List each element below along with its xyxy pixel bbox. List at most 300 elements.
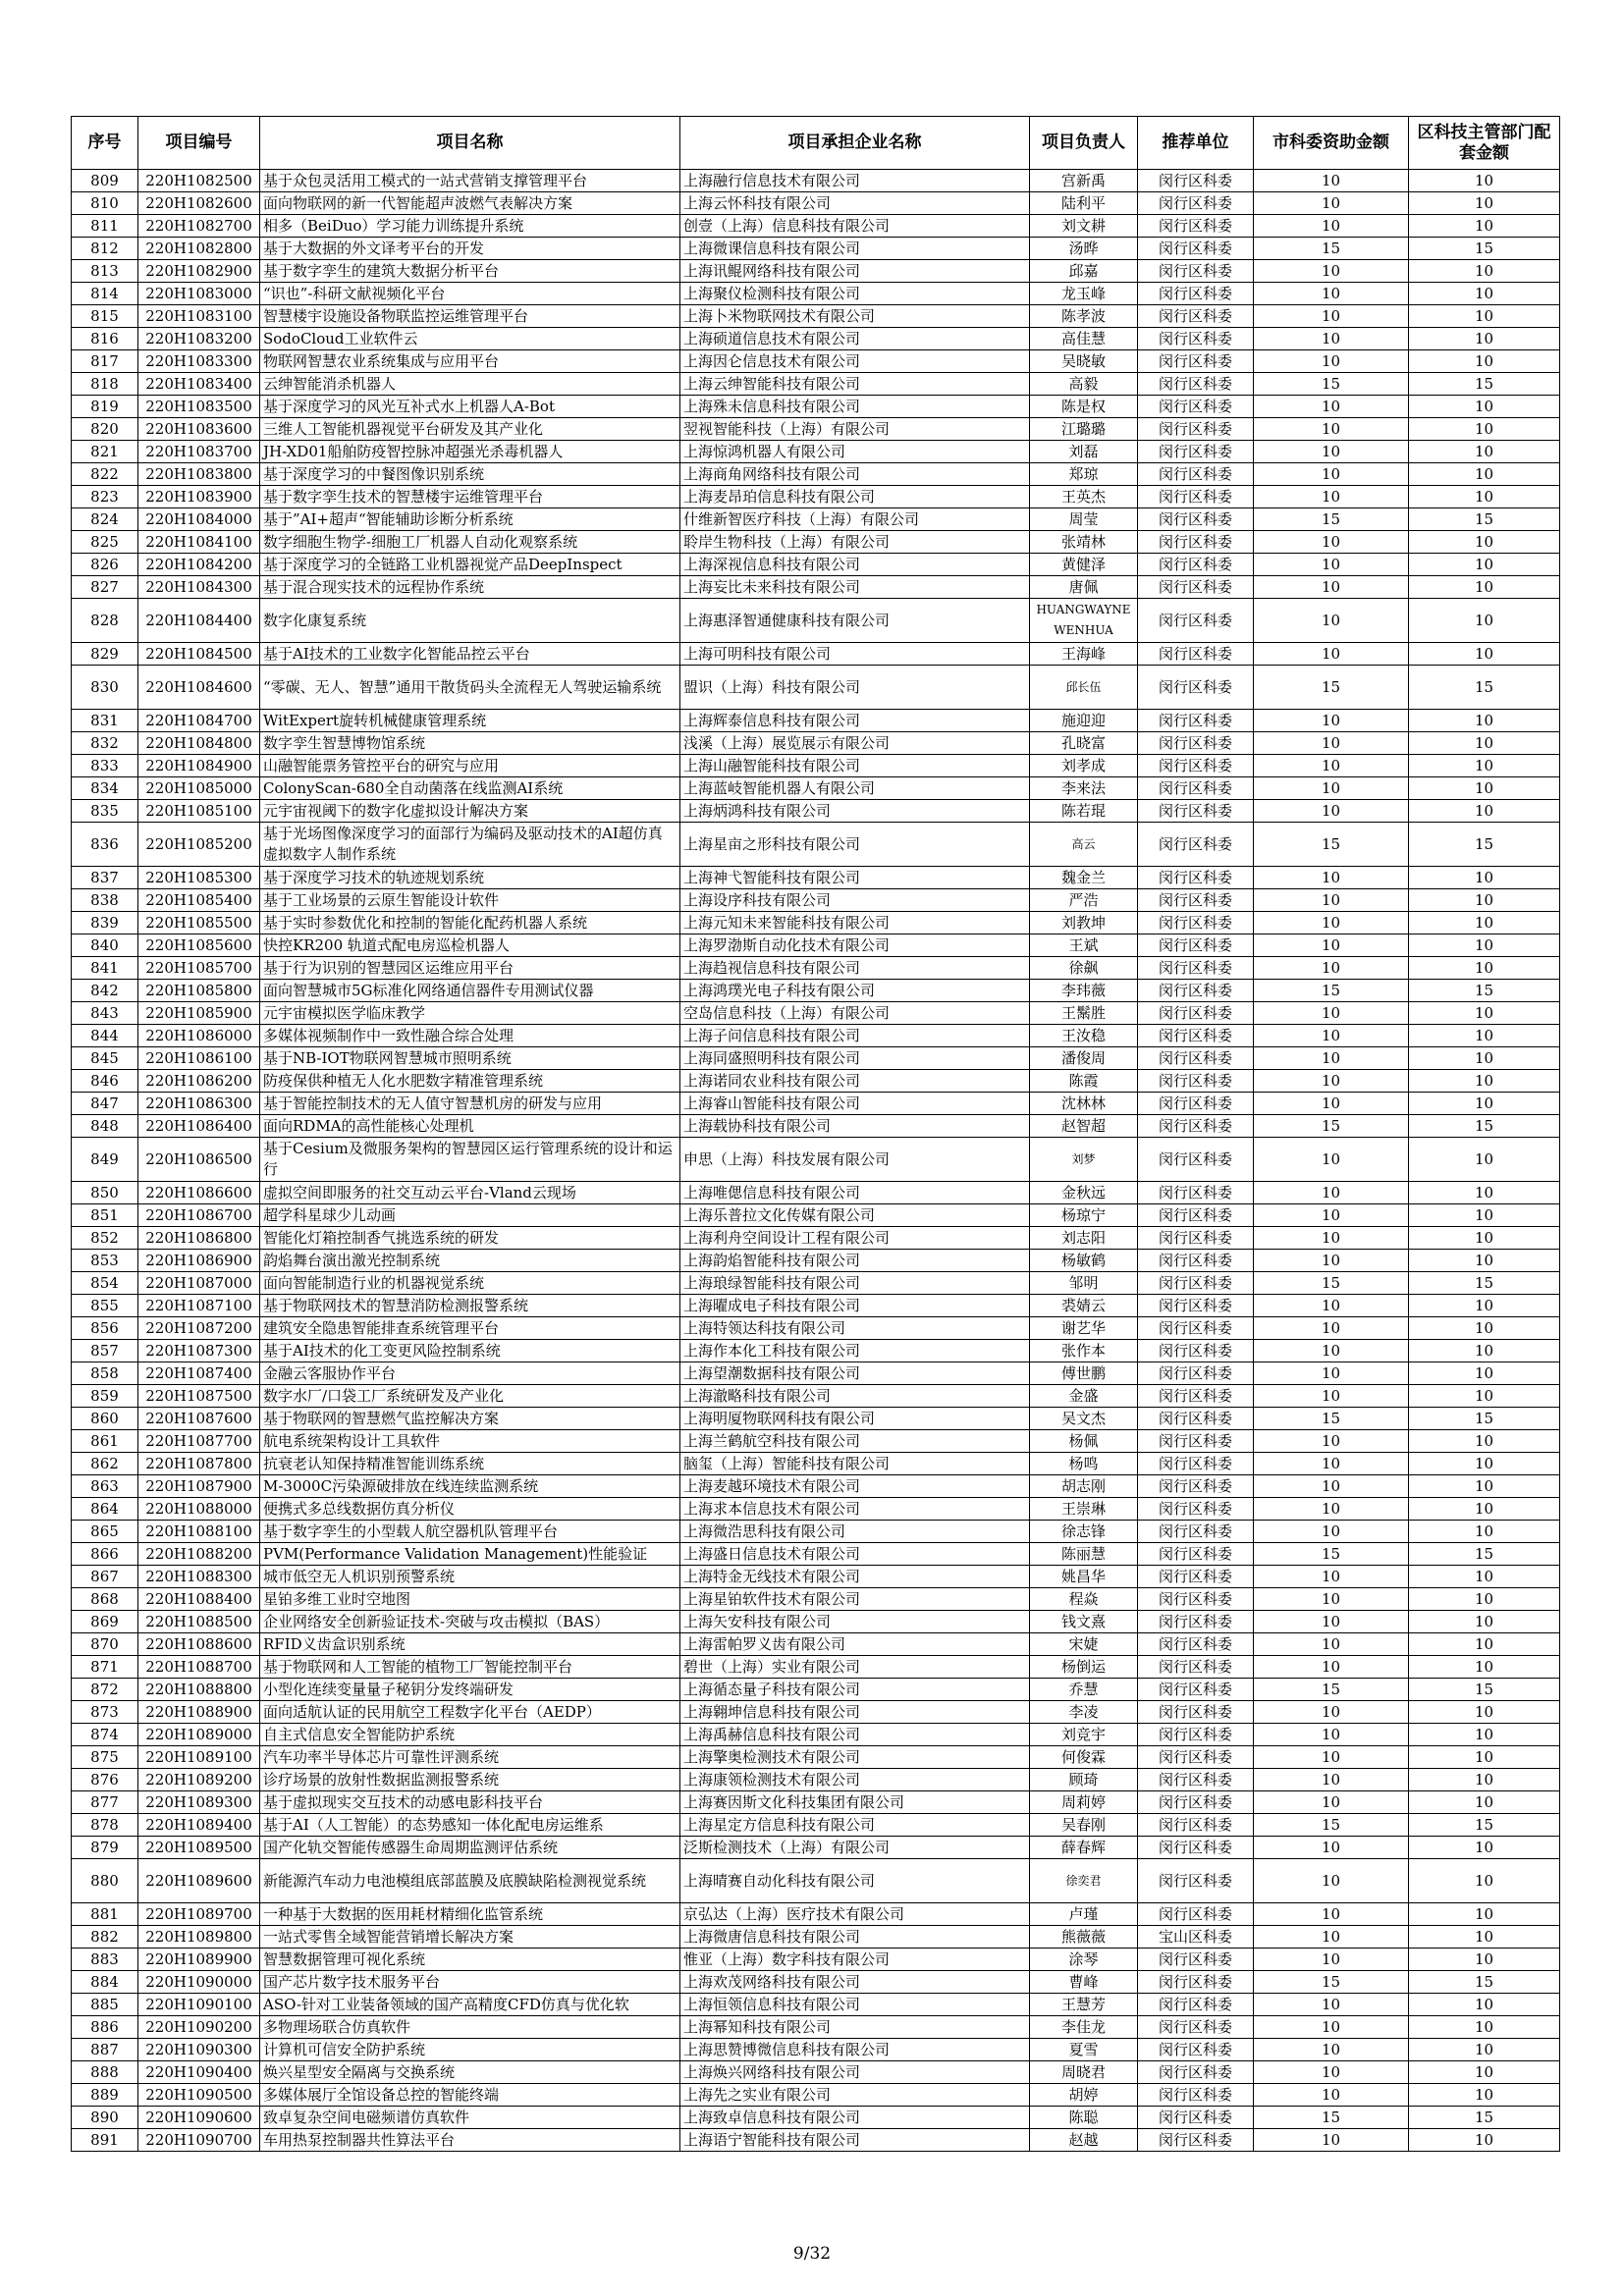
table-row	[72, 1408, 1560, 1430]
cell-project-id: 220H1083600	[138, 418, 260, 441]
cell-leader: 钱文熹	[1030, 1611, 1138, 1633]
cell-district-funding: 10	[1409, 1521, 1560, 1543]
cell-company: 上海擎奥检测技术有限公司	[680, 1746, 1030, 1769]
cell-project-id: 220H1090200	[138, 2016, 260, 2039]
cell-index: 820	[72, 418, 138, 441]
cell-project-name: 基于物联网和人工智能的植物工厂智能控制平台	[260, 1656, 680, 1679]
cell-company: 上海晴赛自动化科技有限公司	[680, 1859, 1030, 1903]
table-row	[72, 1340, 1560, 1362]
cell-project-name: 韵焰舞台演出激光控制系统	[260, 1250, 680, 1272]
cell-recommender: 闵行区科委	[1138, 238, 1254, 260]
cell-project-id: 220H1086700	[138, 1204, 260, 1227]
cell-index: 855	[72, 1295, 138, 1317]
cell-city-funding: 10	[1254, 1453, 1409, 1475]
table-row	[72, 934, 1560, 957]
cell-index: 852	[72, 1227, 138, 1250]
cell-city-funding: 10	[1254, 1385, 1409, 1408]
cell-district-funding: 10	[1409, 1903, 1560, 1926]
table-row	[72, 328, 1560, 350]
cell-recommender: 闵行区科委	[1138, 1070, 1254, 1093]
cell-recommender: 闵行区科委	[1138, 732, 1254, 755]
cell-district-funding: 15	[1409, 1679, 1560, 1701]
cell-recommender: 闵行区科委	[1138, 867, 1254, 889]
cell-index: 810	[72, 192, 138, 215]
cell-index: 854	[72, 1272, 138, 1295]
table-row	[72, 1250, 1560, 1272]
cell-project-id: 220H1084200	[138, 554, 260, 576]
cell-recommender: 闵行区科委	[1138, 980, 1254, 1002]
cell-project-id: 220H1090500	[138, 2084, 260, 2107]
cell-district-funding: 10	[1409, 328, 1560, 350]
cell-project-name: 多物理场联合仿真软件	[260, 2016, 680, 2039]
cell-index: 860	[72, 1408, 138, 1430]
cell-company: 惟亚（上海）数字科技有限公司	[680, 1949, 1030, 1971]
table-row	[72, 305, 1560, 328]
table-row	[72, 957, 1560, 980]
cell-district-funding: 15	[1409, 1543, 1560, 1566]
cell-index: 849	[72, 1138, 138, 1182]
cell-index: 853	[72, 1250, 138, 1272]
cell-project-name: 基于光场图像深度学习的面部行为编码及驱动技术的AI超仿真虚拟数字人制作系统	[260, 823, 680, 867]
cell-leader: 赵越	[1030, 2129, 1138, 2152]
cell-project-id: 220H1088100	[138, 1521, 260, 1543]
cell-project-id: 220H1090700	[138, 2129, 260, 2152]
cell-company: 上海曜成电子科技有限公司	[680, 1295, 1030, 1317]
cell-city-funding: 15	[1254, 1971, 1409, 1994]
cell-city-funding: 10	[1254, 192, 1409, 215]
cell-project-name: 基于”AI+超声“智能辅助诊断分析系统	[260, 508, 680, 531]
cell-district-funding: 10	[1409, 1138, 1560, 1182]
cell-leader: 刘志阳	[1030, 1227, 1138, 1250]
cell-city-funding: 10	[1254, 2039, 1409, 2061]
cell-index: 879	[72, 1837, 138, 1859]
cell-district-funding: 10	[1409, 2039, 1560, 2061]
cell-leader: 顾琦	[1030, 1769, 1138, 1791]
cell-company: 上海麦昂珀信息科技有限公司	[680, 486, 1030, 508]
cell-recommender: 闵行区科委	[1138, 710, 1254, 732]
cell-project-id: 220H1090100	[138, 1994, 260, 2016]
cell-project-id: 220H1089600	[138, 1859, 260, 1903]
cell-index: 834	[72, 777, 138, 800]
table-row	[72, 1769, 1560, 1791]
cell-project-id: 220H1084500	[138, 643, 260, 666]
cell-city-funding: 10	[1254, 576, 1409, 599]
table-row	[72, 1521, 1560, 1543]
table-row	[72, 2016, 1560, 2039]
cell-city-funding: 10	[1254, 1295, 1409, 1317]
cell-district-funding: 10	[1409, 1362, 1560, 1385]
cell-company: 上海元知未来智能科技有限公司	[680, 912, 1030, 934]
cell-recommender: 闵行区科委	[1138, 1002, 1254, 1025]
cell-city-funding: 10	[1254, 1521, 1409, 1543]
cell-index: 862	[72, 1453, 138, 1475]
cell-recommender: 闵行区科委	[1138, 396, 1254, 418]
table-row	[72, 1115, 1560, 1138]
cell-project-id: 220H1082500	[138, 170, 260, 192]
table-row	[72, 1633, 1560, 1656]
cell-project-id: 220H1088500	[138, 1611, 260, 1633]
cell-project-name: 基于Cesium及微服务架构的智慧园区运行管理系统的设计和运行	[260, 1138, 680, 1182]
cell-leader: 邱长伍	[1030, 666, 1138, 710]
table-row	[72, 1362, 1560, 1385]
cell-leader: 王斌	[1030, 934, 1138, 957]
cell-city-funding: 10	[1254, 215, 1409, 238]
cell-recommender: 闵行区科委	[1138, 2107, 1254, 2129]
table-row	[72, 1859, 1560, 1903]
cell-leader: 周莹	[1030, 508, 1138, 531]
cell-company: 上海利舟空间设计工程有限公司	[680, 1227, 1030, 1250]
cell-company: 上海欢茂网络科技有限公司	[680, 1971, 1030, 1994]
cell-district-funding: 10	[1409, 531, 1560, 554]
cell-company: 上海炳鸿科技有限公司	[680, 800, 1030, 823]
table-row	[72, 2129, 1560, 2152]
cell-company: 上海求本信息技术有限公司	[680, 1498, 1030, 1521]
table-row	[72, 1317, 1560, 1340]
cell-project-id: 220H1086300	[138, 1093, 260, 1115]
cell-company: 上海先之实业有限公司	[680, 2084, 1030, 2107]
cell-index: 832	[72, 732, 138, 755]
cell-city-funding: 10	[1254, 1837, 1409, 1859]
cell-district-funding: 10	[1409, 170, 1560, 192]
table-row	[72, 1837, 1560, 1859]
cell-district-funding: 10	[1409, 1926, 1560, 1949]
cell-recommender: 闵行区科委	[1138, 215, 1254, 238]
cell-district-funding: 10	[1409, 934, 1560, 957]
cell-recommender: 闵行区科委	[1138, 1679, 1254, 1701]
cell-company: 翌视智能科技（上海）有限公司	[680, 418, 1030, 441]
cell-project-name: M-3000C污染源破排放在线连续监测系统	[260, 1475, 680, 1498]
cell-project-id: 220H1087500	[138, 1385, 260, 1408]
table-row	[72, 1430, 1560, 1453]
cell-project-id: 220H1090300	[138, 2039, 260, 2061]
cell-recommender: 闵行区科委	[1138, 777, 1254, 800]
cell-district-funding: 15	[1409, 373, 1560, 396]
cell-index: 845	[72, 1047, 138, 1070]
table-row	[72, 1295, 1560, 1317]
cell-recommender: 闵行区科委	[1138, 1025, 1254, 1047]
cell-project-id: 220H1083400	[138, 373, 260, 396]
cell-city-funding: 15	[1254, 1814, 1409, 1837]
cell-project-name: 抗衰老认知保持精准智能训练系统	[260, 1453, 680, 1475]
cell-recommender: 闵行区科委	[1138, 1453, 1254, 1475]
cell-company: 上海韵焰智能科技有限公司	[680, 1250, 1030, 1272]
cell-recommender: 闵行区科委	[1138, 2061, 1254, 2084]
table-row	[72, 1453, 1560, 1475]
cell-index: 825	[72, 531, 138, 554]
cell-project-name: 超学科星球少儿动画	[260, 1204, 680, 1227]
cell-project-name: 山融智能票务管控平台的研究与应用	[260, 755, 680, 777]
cell-leader: 施迎迎	[1030, 710, 1138, 732]
cell-recommender: 闵行区科委	[1138, 957, 1254, 980]
cell-project-name: 智慧数据管理可视化系统	[260, 1949, 680, 1971]
cell-city-funding: 10	[1254, 1859, 1409, 1903]
cell-leader: 陈霞	[1030, 1070, 1138, 1093]
table-row	[72, 531, 1560, 554]
cell-index: 882	[72, 1926, 138, 1949]
cell-project-name: 数字化康复系统	[260, 599, 680, 643]
cell-city-funding: 10	[1254, 1002, 1409, 1025]
cell-index: 878	[72, 1814, 138, 1837]
cell-recommender: 闵行区科委	[1138, 1250, 1254, 1272]
cell-city-funding: 10	[1254, 1903, 1409, 1926]
cell-district-funding: 10	[1409, 1949, 1560, 1971]
cell-leader: 陈若琨	[1030, 800, 1138, 823]
cell-index: 838	[72, 889, 138, 912]
table-row	[72, 912, 1560, 934]
cell-project-name: 基于行为识别的智慧园区运维应用平台	[260, 957, 680, 980]
cell-leader: 卢瑾	[1030, 1903, 1138, 1926]
cell-leader: 徐飙	[1030, 957, 1138, 980]
table-row	[72, 800, 1560, 823]
cell-company: 上海星定方信息科技有限公司	[680, 1814, 1030, 1837]
table-row	[72, 1138, 1560, 1182]
cell-project-id: 220H1086100	[138, 1047, 260, 1070]
cell-city-funding: 10	[1254, 463, 1409, 486]
cell-district-funding: 10	[1409, 1837, 1560, 1859]
cell-index: 869	[72, 1611, 138, 1633]
cell-project-id: 220H1085800	[138, 980, 260, 1002]
cell-project-name: 基于数字孪生的小型载人航空器机队管理平台	[260, 1521, 680, 1543]
cell-recommender: 闵行区科委	[1138, 1791, 1254, 1814]
cell-leader: 杨敏鹤	[1030, 1250, 1138, 1272]
cell-recommender: 闵行区科委	[1138, 599, 1254, 643]
cell-leader: 刘孝成	[1030, 755, 1138, 777]
table-row	[72, 215, 1560, 238]
table-row	[72, 554, 1560, 576]
cell-district-funding: 10	[1409, 1430, 1560, 1453]
cell-project-id: 220H1085200	[138, 823, 260, 867]
cell-leader: 唐佩	[1030, 576, 1138, 599]
cell-leader: 陈丽慧	[1030, 1543, 1138, 1566]
cell-project-name: 基于智能控制技术的无人值守智慧机房的研发与应用	[260, 1093, 680, 1115]
cell-project-name: 基于数字孪生的建筑大数据分析平台	[260, 260, 680, 283]
cell-project-name: 基于数字孪生技术的智慧楼宇运维管理平台	[260, 486, 680, 508]
cell-project-name: 多媒体展厅全馆设备总控的智能终端	[260, 2084, 680, 2107]
cell-leader: 王海峰	[1030, 643, 1138, 666]
cell-recommender: 闵行区科委	[1138, 441, 1254, 463]
table-row	[72, 1791, 1560, 1814]
cell-city-funding: 10	[1254, 1182, 1409, 1204]
cell-project-name: 云绅智能消杀机器人	[260, 373, 680, 396]
cell-project-id: 220H1089200	[138, 1769, 260, 1791]
cell-project-name: 数字细胞生物学-细胞工厂机器人自动化观察系统	[260, 531, 680, 554]
cell-district-funding: 15	[1409, 1115, 1560, 1138]
cell-leader: 杨琼宁	[1030, 1204, 1138, 1227]
cell-district-funding: 10	[1409, 1701, 1560, 1724]
cell-city-funding: 10	[1254, 1633, 1409, 1656]
cell-city-funding: 10	[1254, 260, 1409, 283]
cell-city-funding: 10	[1254, 1791, 1409, 1814]
table-row	[72, 1498, 1560, 1521]
cell-project-id: 220H1082800	[138, 238, 260, 260]
cell-city-funding: 10	[1254, 283, 1409, 305]
cell-city-funding: 15	[1254, 666, 1409, 710]
cell-district-funding: 15	[1409, 823, 1560, 867]
cell-project-name: 防疫保供种植无人化水肥数字精准管理系统	[260, 1070, 680, 1093]
cell-company: 上海雷帕罗义齿有限公司	[680, 1633, 1030, 1656]
cell-district-funding: 10	[1409, 350, 1560, 373]
cell-leader: 乔慧	[1030, 1679, 1138, 1701]
cell-recommender: 闵行区科委	[1138, 889, 1254, 912]
cell-city-funding: 10	[1254, 934, 1409, 957]
cell-project-name: 航电系统架构设计工具软件	[260, 1430, 680, 1453]
table-row	[72, 2039, 1560, 2061]
cell-project-name: 物联网智慧农业系统集成与应用平台	[260, 350, 680, 373]
cell-leader: 龙玉峰	[1030, 283, 1138, 305]
cell-recommender: 闵行区科委	[1138, 934, 1254, 957]
cell-city-funding: 10	[1254, 643, 1409, 666]
cell-district-funding: 10	[1409, 463, 1560, 486]
cell-district-funding: 10	[1409, 1295, 1560, 1317]
cell-recommender: 闵行区科委	[1138, 666, 1254, 710]
cell-city-funding: 10	[1254, 1138, 1409, 1182]
cell-district-funding: 10	[1409, 1070, 1560, 1093]
cell-recommender: 闵行区科委	[1138, 1543, 1254, 1566]
col-header-project-id: 项目编号	[138, 117, 260, 170]
cell-project-id: 220H1083700	[138, 441, 260, 463]
cell-project-name: 面向物联网的新一代智能超声波燃气表解决方案	[260, 192, 680, 215]
cell-project-name: 基于深度学习的全链路工业机器视觉产品DeepInspect	[260, 554, 680, 576]
cell-index: 847	[72, 1093, 138, 1115]
table-row	[72, 1814, 1560, 1837]
cell-index: 839	[72, 912, 138, 934]
cell-company: 上海星亩之形科技有限公司	[680, 823, 1030, 867]
cell-city-funding: 15	[1254, 980, 1409, 1002]
cell-leader: 王汝稳	[1030, 1025, 1138, 1047]
cell-index: 890	[72, 2107, 138, 2129]
cell-leader: 汤晔	[1030, 238, 1138, 260]
cell-project-name: PVM(Performance Validation Management)性能验证	[260, 1543, 680, 1566]
cell-company: 上海兰鹤航空科技有限公司	[680, 1430, 1030, 1453]
cell-recommender: 闵行区科委	[1138, 1295, 1254, 1317]
cell-company: 上海惊鸿机器人有限公司	[680, 441, 1030, 463]
cell-leader: 宋婕	[1030, 1633, 1138, 1656]
cell-company: 上海致卓信息科技有限公司	[680, 2107, 1030, 2129]
cell-company: 上海聚仪检测科技有限公司	[680, 283, 1030, 305]
cell-recommender: 闵行区科委	[1138, 1949, 1254, 1971]
cell-recommender: 闵行区科委	[1138, 1521, 1254, 1543]
cell-city-funding: 10	[1254, 1949, 1409, 1971]
table-row	[72, 755, 1560, 777]
cell-recommender: 闵行区科委	[1138, 554, 1254, 576]
table-row	[72, 170, 1560, 192]
cell-project-name: 一站式零售全域智能营销增长解决方案	[260, 1926, 680, 1949]
cell-recommender: 闵行区科委	[1138, 1475, 1254, 1498]
cell-company: 上海云绅智能科技有限公司	[680, 373, 1030, 396]
cell-leader: 杨倒运	[1030, 1656, 1138, 1679]
cell-recommender: 闵行区科委	[1138, 531, 1254, 554]
cell-city-funding: 10	[1254, 554, 1409, 576]
col-header-city-funding: 市科委资助金额	[1254, 117, 1409, 170]
cell-company: 上海微课信息科技有限公司	[680, 238, 1030, 260]
cell-leader: 吴春刚	[1030, 1814, 1138, 1837]
cell-project-id: 220H1082900	[138, 260, 260, 283]
cell-company: 京弘达（上海）医疗技术有限公司	[680, 1903, 1030, 1926]
cell-company: 上海乐普拉文化传媒有限公司	[680, 1204, 1030, 1227]
cell-district-funding: 10	[1409, 599, 1560, 643]
cell-project-name: 基于深度学习的风光互补式水上机器人A-Bot	[260, 396, 680, 418]
cell-project-name: 快控KR200 轨道式配电房巡检机器人	[260, 934, 680, 957]
cell-city-funding: 10	[1254, 170, 1409, 192]
cell-index: 844	[72, 1025, 138, 1047]
cell-district-funding: 10	[1409, 396, 1560, 418]
cell-district-funding: 10	[1409, 1633, 1560, 1656]
cell-leader: 金盛	[1030, 1385, 1138, 1408]
cell-project-id: 220H1083000	[138, 283, 260, 305]
cell-district-funding: 10	[1409, 1182, 1560, 1204]
table-row	[72, 463, 1560, 486]
cell-company: 上海鸿璞光电子科技有限公司	[680, 980, 1030, 1002]
cell-company: 上海殊未信息科技有限公司	[680, 396, 1030, 418]
cell-recommender: 闵行区科委	[1138, 1430, 1254, 1453]
cell-index: 877	[72, 1791, 138, 1814]
cell-company: 上海商角网络科技有限公司	[680, 463, 1030, 486]
table-row	[72, 283, 1560, 305]
cell-leader: 江璐璐	[1030, 418, 1138, 441]
cell-company: 申思（上海）科技发展有限公司	[680, 1138, 1030, 1182]
cell-project-id: 220H1085900	[138, 1002, 260, 1025]
cell-project-id: 220H1088700	[138, 1656, 260, 1679]
cell-index: 881	[72, 1903, 138, 1926]
cell-project-id: 220H1089700	[138, 1903, 260, 1926]
cell-leader: 张靖林	[1030, 531, 1138, 554]
cell-city-funding: 10	[1254, 777, 1409, 800]
cell-project-id: 220H1089800	[138, 1926, 260, 1949]
cell-project-id: 220H1086600	[138, 1182, 260, 1204]
table-row	[72, 1227, 1560, 1250]
cell-district-funding: 15	[1409, 1971, 1560, 1994]
cell-project-name: 相多（BeiDuo）学习能力训练提升系统	[260, 215, 680, 238]
cell-project-id: 220H1085300	[138, 867, 260, 889]
cell-index: 875	[72, 1746, 138, 1769]
cell-city-funding: 10	[1254, 1475, 1409, 1498]
cell-project-name: 面向智能制造行业的机器视觉系统	[260, 1272, 680, 1295]
cell-recommender: 闵行区科委	[1138, 373, 1254, 396]
cell-district-funding: 10	[1409, 1566, 1560, 1588]
table-row	[72, 1994, 1560, 2016]
cell-city-funding: 15	[1254, 2107, 1409, 2129]
cell-district-funding: 10	[1409, 1025, 1560, 1047]
table-row	[72, 777, 1560, 800]
cell-recommender: 闵行区科委	[1138, 1385, 1254, 1408]
cell-project-id: 220H1086400	[138, 1115, 260, 1138]
cell-project-name: 焕兴星型安全隔离与交换系统	[260, 2061, 680, 2084]
cell-leader: 薛春辉	[1030, 1837, 1138, 1859]
cell-index: 846	[72, 1070, 138, 1093]
table-row	[72, 1903, 1560, 1926]
cell-district-funding: 15	[1409, 1814, 1560, 1837]
cell-recommender: 闵行区科委	[1138, 1903, 1254, 1926]
cell-city-funding: 15	[1254, 1679, 1409, 1701]
cell-leader: 李佳龙	[1030, 2016, 1138, 2039]
cell-district-funding: 10	[1409, 2129, 1560, 2152]
cell-leader: 杨鸣	[1030, 1453, 1138, 1475]
cell-city-funding: 10	[1254, 1362, 1409, 1385]
cell-leader: 何俊霖	[1030, 1746, 1138, 1769]
cell-project-id: 220H1083900	[138, 486, 260, 508]
cell-leader: 魏金兰	[1030, 867, 1138, 889]
cell-project-id: 220H1087900	[138, 1475, 260, 1498]
cell-recommender: 闵行区科委	[1138, 1182, 1254, 1204]
table-row	[72, 1656, 1560, 1679]
table-row	[72, 508, 1560, 531]
cell-index: 867	[72, 1566, 138, 1588]
cell-index: 848	[72, 1115, 138, 1138]
cell-index: 861	[72, 1430, 138, 1453]
cell-district-funding: 10	[1409, 643, 1560, 666]
cell-district-funding: 10	[1409, 1656, 1560, 1679]
cell-leader: 邱嘉	[1030, 260, 1138, 283]
